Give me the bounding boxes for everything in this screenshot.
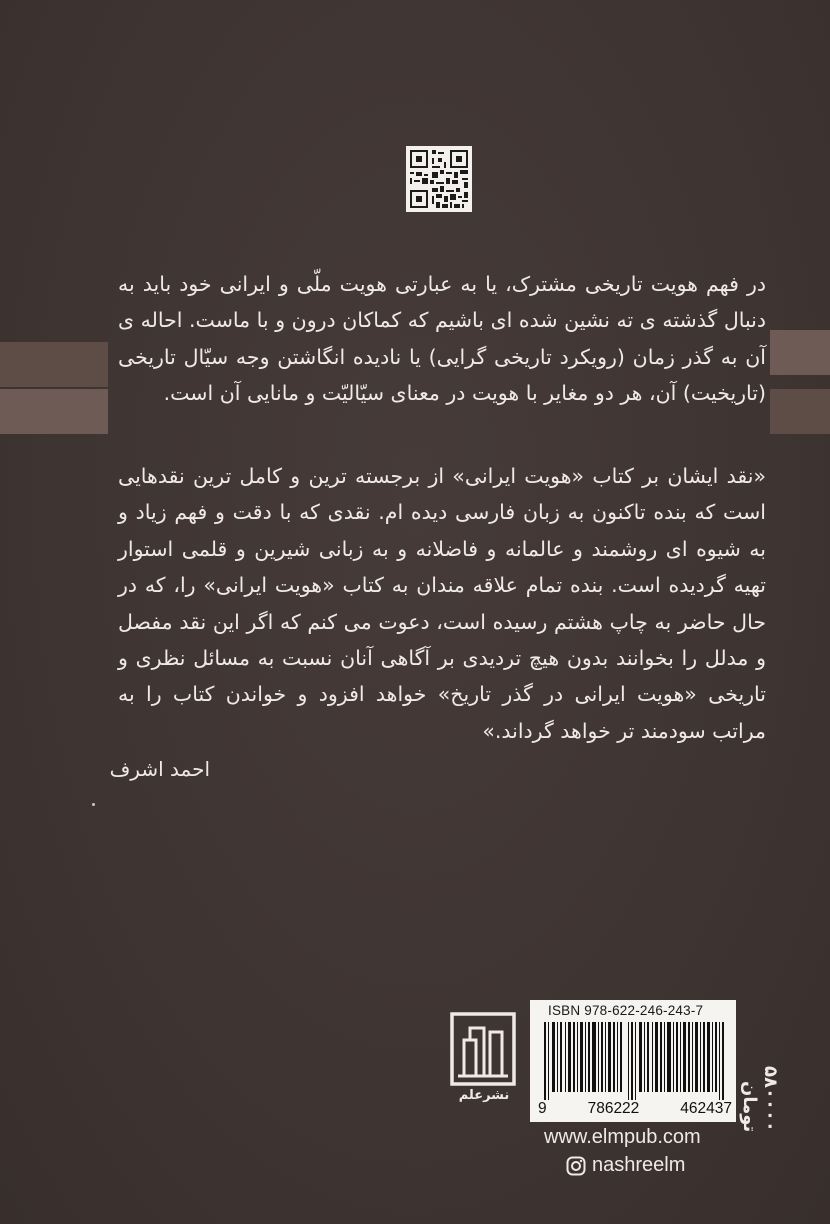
price-label: ۵۸۰۰۰۰ تومان [739, 1066, 781, 1132]
speck [92, 803, 95, 806]
website-link[interactable]: www.elmpub.com [544, 1126, 701, 1148]
barcode-digit-group: 462437 [680, 1100, 732, 1117]
isbn-text: ISBN 978-622-246-243-7 [548, 1003, 704, 1018]
decorative-band [0, 389, 108, 434]
decorative-band [0, 342, 108, 387]
qr-code-icon [406, 146, 472, 212]
instagram-label: nashreelm [592, 1154, 686, 1176]
barcode-bars [544, 1022, 724, 1100]
cover-paragraph-1: در فهم هویت تاریخی مشترک، یا به عبارتی هویت ملّی و ایرانی خود باید به دنبال گذشته ی ته نشین شده ای باشیم که کماکان درون و با ماست. احاله ی آن به گذر زمان (رویکرد تاریخی گرایی) یا نادیده انگاشتن وجه سیّال تاریخی (تاریخیت) آن، هر دو مغایر با هویت در معنای سیّالیّت و مانایی آن است. [118, 272, 766, 406]
isbn-barcode [530, 1000, 736, 1122]
author-name: احمد اشرف [109, 757, 210, 781]
publisher-logo [446, 1010, 520, 1092]
decorative-band [770, 330, 830, 375]
barcode-digit-group: 786222 [587, 1100, 640, 1117]
barcode-digits [536, 1100, 732, 1118]
instagram-handle[interactable] [566, 1154, 685, 1177]
instagram-icon [566, 1156, 586, 1176]
cover-paragraph-2: «نقد ایشان بر کتاب «هویت ایرانی» از برجسته ترین و کامل ترین نقدهایی است که بنده تاکنون به زبان فارسی دیده ام. نقدی که با دقت و فهم زیاد و به شیوه ای روشمند و عالمانه و فاضلانه و به زبانی شیرین و قلمی استوار تهیه گردیده است. بنده تمام علاقه مندان به کتاب «هویت ایرانی» را، که در حال حاضر به چاپ هشتم رسیده است، دعوت می کنم که اگر این نقد مفصل و مدلل را بخوانند بدون هیچ تردیدی بر آگاهی آنان نسبت به مسائل نظری و تاریخی «هویت ایرانی در گذر تاریخ» خواهد افزود و خواندن کتاب را به مراتب سودمند تر خواهد گرداند.» [118, 464, 766, 743]
decorative-band [770, 389, 830, 434]
publisher-name: نشرعلم [458, 1088, 510, 1103]
barcode-digit-group: 9 [538, 1100, 547, 1117]
